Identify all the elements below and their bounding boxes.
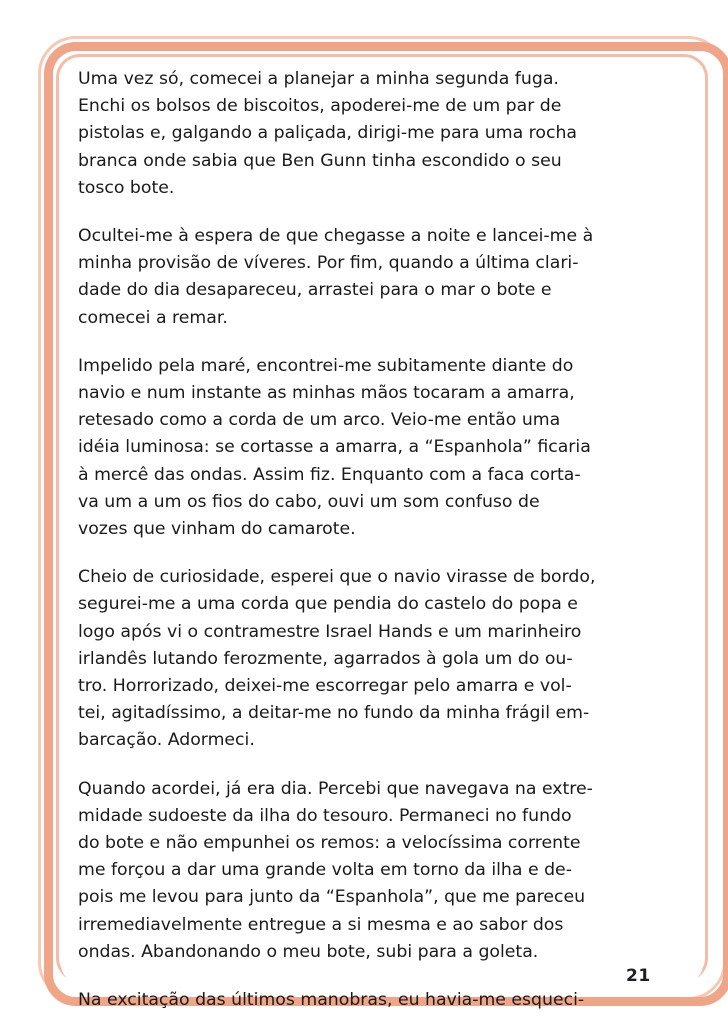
page-number: 21	[626, 966, 651, 986]
paragraph: Ocultei-me à espera de que chegasse a noite e lancei-me à minha provisão de víveres. Por fim, quando a última clari- dade do dia desapareceu, arrastei para o mar o bote e comecei a remar.	[78, 226, 594, 328]
paragraph: Uma vez só, comecei a planejar a minha segunda fuga. Enchi os bolsos de biscoitos, apoderei-me de um par de pistolas e, galgando a paliçada, dirigi-me para uma rocha branca onde sabia que Ben Gunn tinha escondido o seu tosco bote.	[78, 69, 578, 198]
body-text	[78, 66, 657, 1035]
paragraph: Na excitação das últimos manobras, eu havia-me esqueci-	[78, 990, 585, 1011]
paragraph: Quando acordei, já era dia. Percebi que navegava na extre- midade sudoeste da ilha do tesouro. Permaneci no fundo do bote e não empunhei os remos: a velocíssima corrente me forçou a dar uma grande volta em torno da ilha e de- pois me levou para junto da “Espanhola”, que me pareceu irremediavelmente entregue a si mesma e ao sabor dos ondas. Abandonando o meu bote, subi para a goleta.	[78, 778, 593, 962]
paragraph: Cheio de curiosidade, esperei que o navio virasse de bordo, segurei-me a uma corda que pendia do castelo do popa e logo após vi o contramestre Israel Hands e um marinheiro irlandês lutando ferozmente, agarrados à gola um do ou- tro. Horrorizado, deixei-me escorregar pelo amarra e vol- tei, agitadíssimo, a deitar-me no fundo da minha frágil em- barcação. Adormeci.	[78, 567, 596, 751]
paragraph: Impelido pela maré, encontrei-me subitamente diante do navio e num instante as minhas mãos tocaram a amarra, retesado como a corda de um arco. Veio-me então uma idéia luminosa: se cortasse a amarra, a “Espanhola” ficaria à mercê das ondas. Assim fiz. Enquanto com a faca corta- va um a um os fios do cabo, ouvi um som confuso de vozes que vinham do camarote.	[78, 355, 591, 540]
